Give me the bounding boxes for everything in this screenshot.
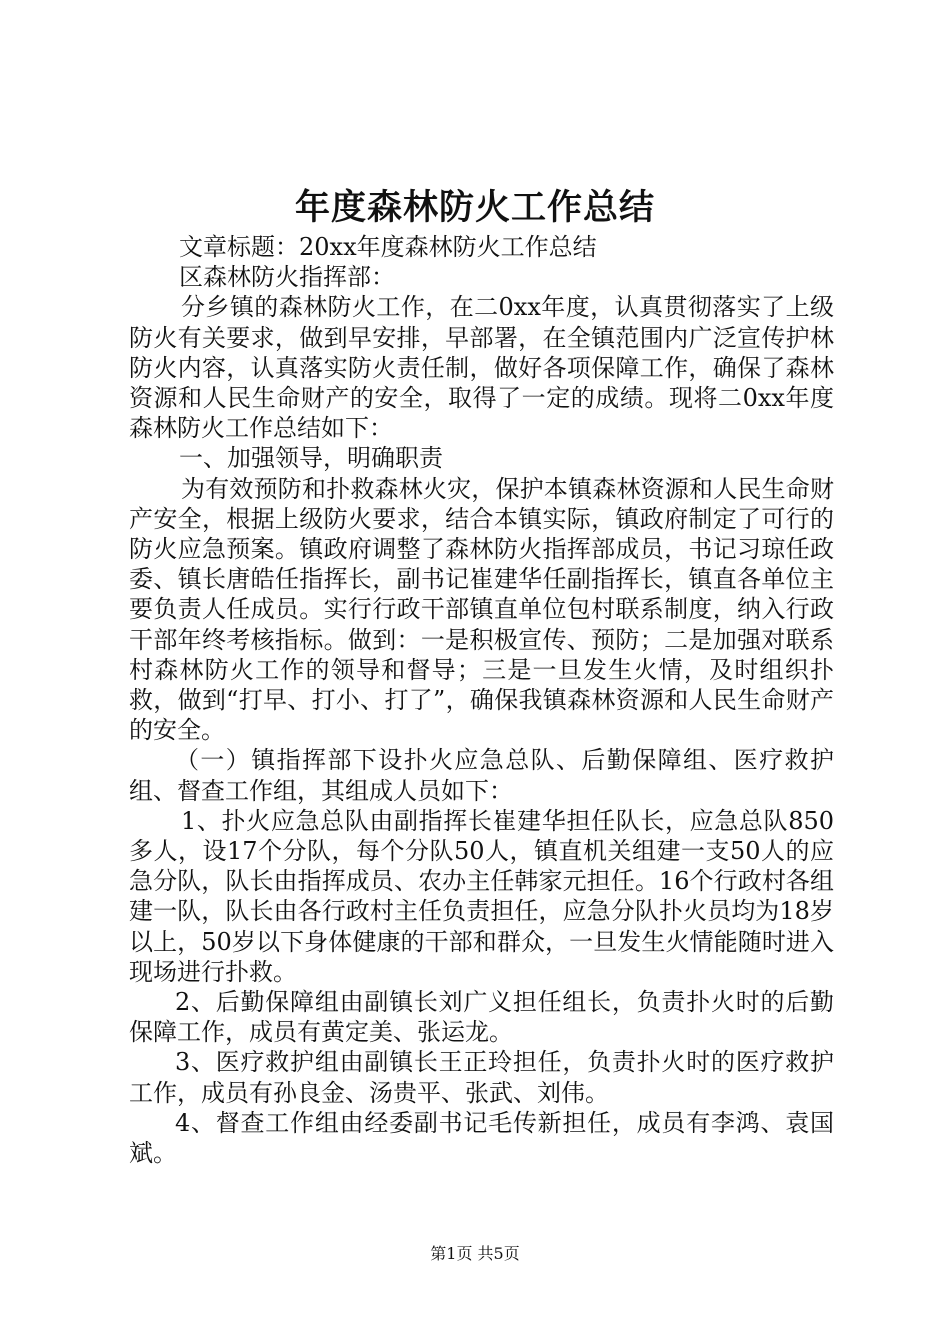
list-item-4: 4、督查工作组由经委副书记毛传新担任，成员有李鸿、袁国斌。 xyxy=(129,1108,834,1168)
subsection-heading: （一）镇指挥部下设扑火应急总队、后勤保障组、医疗救护组、督查工作组，其组成人员如下： xyxy=(129,746,834,805)
list-item-3: 3、医疗救护组由副镇长王正玲担任，负责扑火时的医疗救护工作，成员有孙良金、汤贵平、张武、刘伟。 xyxy=(129,1048,834,1107)
list-item-1: 1、扑火应急总队由副指挥长崔建华担任队长，应急总队850多人，设17个分队，每个分队50人，镇直机关组建一支50人的应急分队，队长由指挥成员、农办主任韩家元担任。16个行政村各组建一队，队长由各行政村主任负责担任，应急分队扑火员均为18岁以上，50岁以下身体健康的干部和群众，一旦发生火情能随时进入现场进行扑救。 xyxy=(129,806,834,986)
page-number-footer: 第1页 共5页 xyxy=(430,1244,520,1263)
addressee-line: 区森林防火指挥部： xyxy=(179,263,395,292)
intro-paragraph: 分乡镇的森林防火工作，在二0xx年度，认真贯彻落实了上级防火有关要求，做到早安排，早部署，在全镇范围内广泛宣传护林防火内容，认真落实防火责任制，做好各项保障工作，确保了森林资源和人民生命财产的安全，取得了一定的成绩。现将二0xx年度森林防火工作总结如下： xyxy=(129,293,834,443)
list-item-2: 2、后勤保障组由副镇长刘广义担任组长，负责扑火时的后勤保障工作，成员有黄定美、张运龙。 xyxy=(129,988,834,1047)
section-heading: 一、加强领导，明确职责 xyxy=(179,444,443,473)
section-paragraph: 为有效预防和扑救森林火灾，保护本镇森林资源和人民生命财产安全，根据上级防火要求，结合本镇实际，镇政府制定了可行的防火应急预案。镇政府调整了森林防火指挥部成员，书记习琼任政委、镇长唐皓任指挥长，副书记崔建华任副指挥长，镇直各单位主要负责人任成员。实行行政干部镇直单位包村联系制度，纳入行政干部年终考核指标。做到：一是积极宣传、预防；二是加强对联系村森林防火工作的领导和督导；三是一旦发生火情，及时组织扑救，做到“打早、打小、打了”，确保我镇森林资源和人民生命财产的安全。 xyxy=(129,474,834,745)
article-title-line: 文章标题：20xx年度森林防火工作总结 xyxy=(179,233,597,261)
document-title: 年度森林防火工作总结 xyxy=(294,187,655,228)
document-body xyxy=(129,232,834,1168)
